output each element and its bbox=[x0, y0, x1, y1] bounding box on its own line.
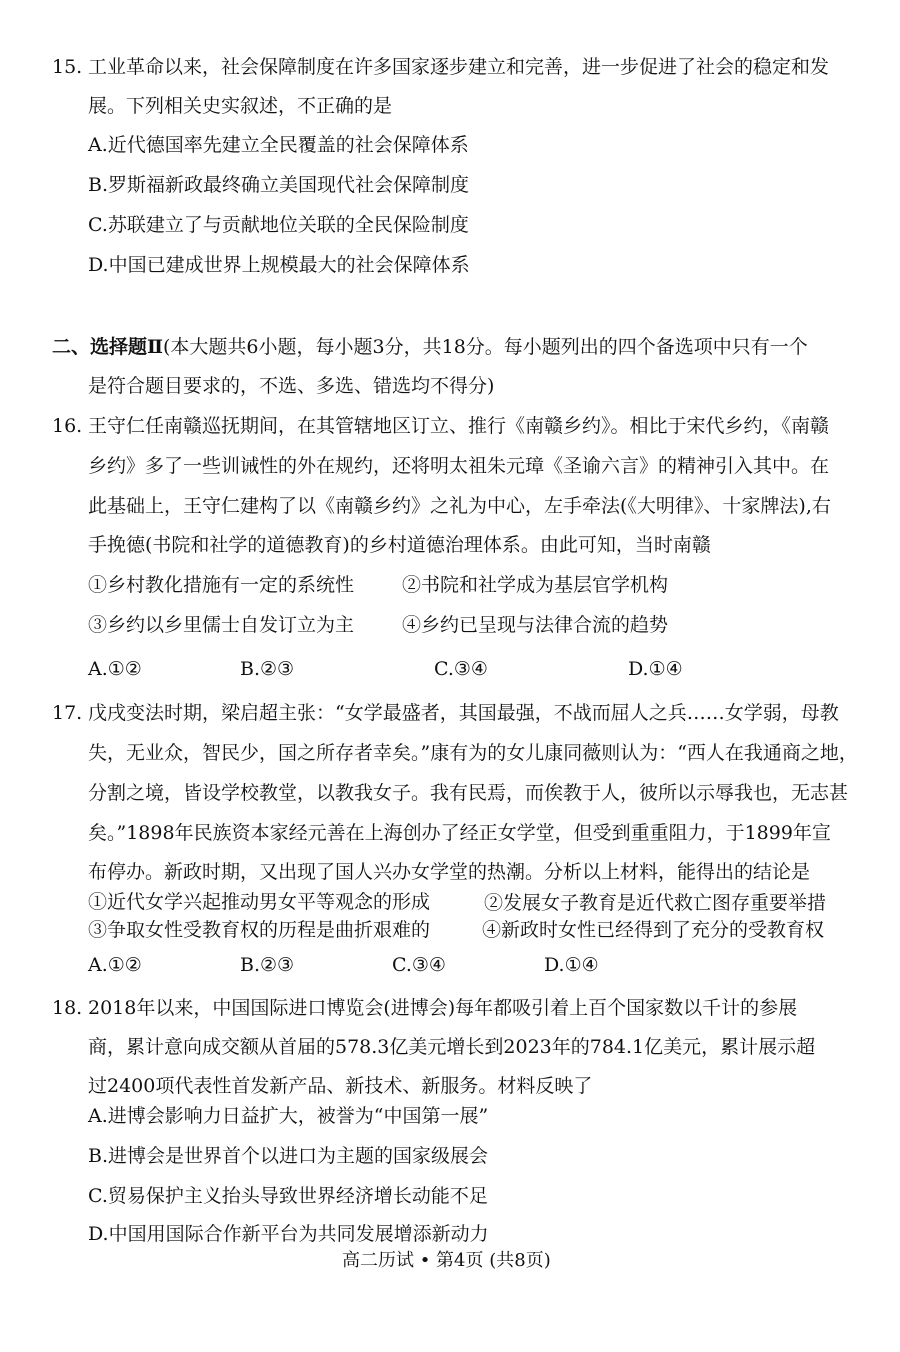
q15-option-a: A.近代德国率先建立全民覆盖的社会保障体系 bbox=[88, 134, 469, 156]
q18-stem-line3: 过2400项代表性首发新产品、新技术、新服务。材料反映了 bbox=[88, 1075, 593, 1097]
q18-option-c: C.贸易保护主义抬头导致世界经济增长动能不足 bbox=[88, 1185, 488, 1207]
q16-item-2: ②书院和社学成为基层官学机构 bbox=[402, 574, 669, 596]
q17-number: 17. bbox=[52, 702, 83, 724]
q15-stem-line1: 工业革命以来，社会保障制度在许多国家逐步建立和完善，进一步促进了社会的稳定和发 bbox=[88, 56, 830, 78]
q16-option-a: A.①② bbox=[88, 658, 142, 680]
q17-option-d: D.①④ bbox=[544, 954, 599, 976]
q17-option-a: A.①② bbox=[88, 954, 142, 976]
q17-stem-line2: 失，无业众，智民少，国之所存者幸矣。”康有为的女儿康同薇则认为：“西人在我通商之地， bbox=[88, 742, 858, 764]
q16-stem-line2: 乡约》多了一些训诫性的外在规约，还将明太祖朱元璋《圣谕六言》的精神引入其中。在 bbox=[88, 455, 830, 477]
q17-item-1: ①近代女学兴起推动男女平等观念的形成 bbox=[88, 891, 431, 913]
q18-option-d: D.中国用国际合作新平台为共同发展增添新动力 bbox=[88, 1223, 489, 1245]
q16-item-3: ③乡约以乡里儒士自发订立为主 bbox=[88, 614, 355, 636]
q17-option-c: C.③④ bbox=[392, 954, 446, 976]
q17-stem-line3: 分割之境，皆设学校教堂，以教我女子。我有民焉，而俟教于人，彼所以示辱我也，无志甚 bbox=[88, 782, 849, 804]
q16-option-d: D.①④ bbox=[628, 658, 683, 680]
q17-item-3: ③争取女性受教育权的历程是曲折艰难的 bbox=[88, 919, 431, 941]
q15-number: 15. bbox=[52, 56, 83, 78]
q18-stem-line2: 商，累计意向成交额从首届的578.3亿美元增长到2023年的784.1亿美元，累计展示超 bbox=[88, 1036, 816, 1058]
page-footer: 高二历试 • 第4页 (共8页) bbox=[342, 1250, 551, 1271]
q18-stem-line1: 2018年以来，中国国际进口博览会(进博会)每年都吸引着上百个国家数以千计的参展 bbox=[88, 997, 798, 1019]
q18-number: 18. bbox=[52, 997, 83, 1019]
q17-item-4: ④新政时女性已经得到了充分的受教育权 bbox=[482, 919, 825, 941]
q17-stem-line1: 戊戌变法时期，梁启超主张：“女学最盛者，其国最强，不战而屈人之兵……女学弱，母教 bbox=[88, 702, 839, 724]
q16-stem-line3: 此基础上，王守仁建构了以《南赣乡约》之礼为中心，左手牵法(《大明律》、十家牌法),右 bbox=[88, 495, 831, 517]
q15-stem-line2: 展。下列相关史实叙述，不正确的是 bbox=[88, 95, 393, 117]
q16-stem-line4: 手挽德(书院和社学的道德教育)的乡村道德治理体系。由此可知，当时南赣 bbox=[88, 534, 711, 556]
q18-option-b: B.进博会是世界首个以进口为主题的国家级展会 bbox=[88, 1145, 489, 1167]
q16-option-c: C.③④ bbox=[434, 658, 488, 680]
section-2-instruction-line2: 是符合题目要求的，不选、多选、错选均不得分) bbox=[88, 375, 495, 397]
q17-stem-line4: 矣。”1898年民族资本家经元善在上海创办了经正女学堂，但受到重重阻力，于1899年宣 bbox=[88, 822, 831, 844]
q16-number: 16. bbox=[52, 415, 83, 437]
q16-item-4: ④乡约已呈现与法律合流的趋势 bbox=[402, 614, 669, 636]
q17-option-b: B.②③ bbox=[240, 954, 295, 976]
q16-stem-line1: 王守仁任南赣巡抚期间，在其管辖地区订立、推行《南赣乡约》。相比于宋代乡约，《南赣 bbox=[88, 415, 830, 437]
q16-item-1: ①乡村教化措施有一定的系统性 bbox=[88, 574, 355, 596]
section-2-instruction-line1: (本大题共6小题，每小题3分，共18分。每小题列出的四个备选项中只有一个 bbox=[163, 336, 808, 358]
q15-option-b: B.罗斯福新政最终确立美国现代社会保障制度 bbox=[88, 174, 470, 196]
q16-option-b: B.②③ bbox=[240, 658, 295, 680]
q15-option-c: C.苏联建立了与贡献地位关联的全民保险制度 bbox=[88, 214, 469, 236]
q17-stem-line5: 布停办。新政时期，又出现了国人兴办女学堂的热潮。分析以上材料，能得出的结论是 bbox=[88, 861, 811, 883]
q17-item-2: ②发展女子教育是近代救亡图存重要举措 bbox=[484, 892, 827, 914]
q15-option-d: D.中国已建成世界上规模最大的社会保障体系 bbox=[88, 254, 470, 276]
q18-option-a: A.进博会影响力日益扩大，被誉为“中国第一展” bbox=[88, 1105, 489, 1127]
section-2-title: 二、选择题Ⅱ bbox=[52, 336, 164, 358]
